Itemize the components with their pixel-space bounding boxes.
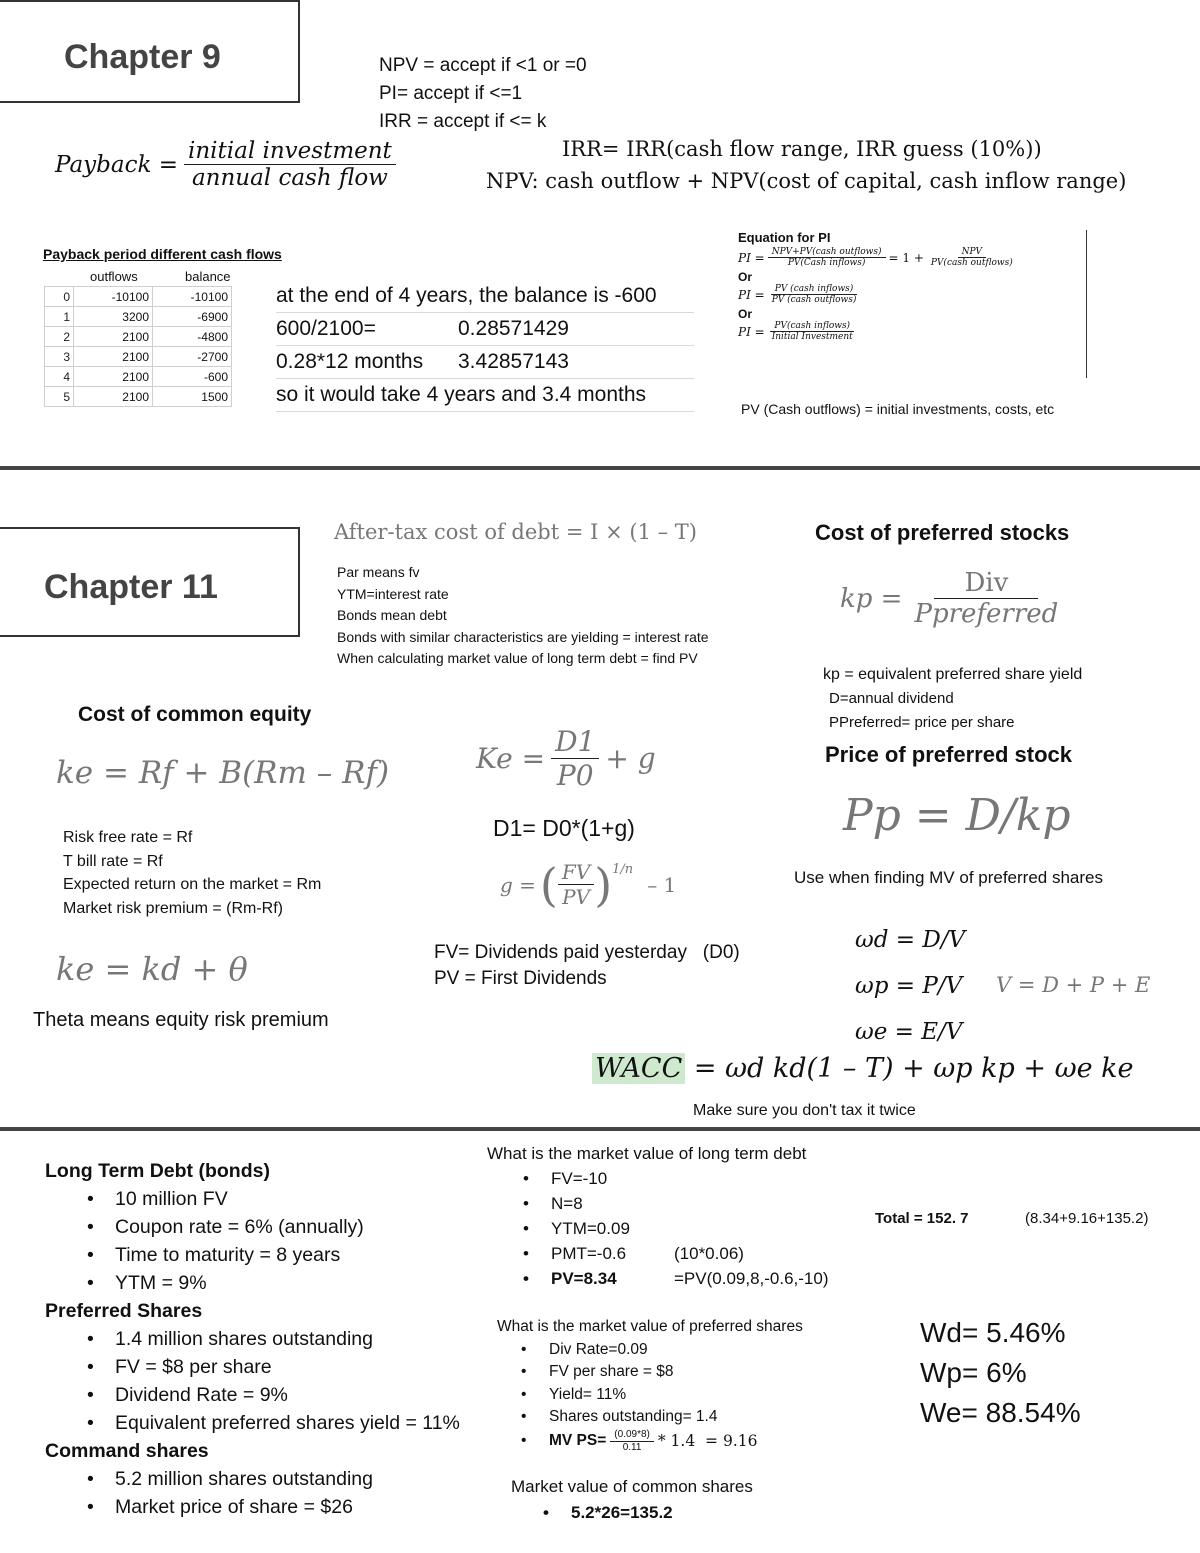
row-index: 0 <box>45 287 74 307</box>
theta-note: Theta means equity risk premium <box>33 1009 329 1031</box>
pi-formula-2 <box>738 284 1086 305</box>
g-lhs: g = <box>500 872 536 897</box>
list-item: • 1.4 million shares outstanding <box>115 1325 460 1353</box>
note-value: 3.42857143 <box>458 350 569 373</box>
right-paren: ) <box>594 857 613 912</box>
payback-numerator: initial investment <box>184 138 396 165</box>
growth-formula <box>500 857 677 912</box>
list-item: • Time to maturity = 8 years <box>115 1241 460 1269</box>
capm-defs <box>63 826 321 920</box>
cell-balance: -2700 <box>153 347 232 367</box>
mv-common-title: Market value of common shares <box>511 1477 753 1496</box>
cell-balance: -600 <box>153 367 232 387</box>
weights-results <box>920 1313 1081 1433</box>
note-text: 600/2100= <box>276 317 376 340</box>
common-list <box>45 1465 460 1521</box>
cell-balance: -10100 <box>153 287 232 307</box>
wacc-formula <box>592 1053 1134 1084</box>
list-item <box>551 1241 829 1266</box>
example-inputs <box>45 1157 460 1521</box>
pv-note: =PV(0.09,8,-0.6,-10) <box>674 1269 829 1288</box>
table-row <box>45 287 232 307</box>
pi-lhs: PI = <box>738 250 765 265</box>
list-item: • YTM=0.09 <box>551 1216 829 1241</box>
row-index: 2 <box>45 327 74 347</box>
payback-lhs: Payback = <box>55 151 178 178</box>
pi-lhs: PI = <box>738 324 765 339</box>
mv-debt-title: What is the market value of long term debt <box>487 1144 807 1163</box>
pi-denominator: Initial Investment <box>771 332 853 342</box>
irr-rule: IRR = accept if <= k <box>379 111 547 132</box>
pi-numerator: NPV <box>958 247 986 258</box>
kp-lhs: kp = <box>840 583 903 614</box>
cell-outflow: 2100 <box>74 387 153 407</box>
we-result: We= 88.54% <box>920 1397 1081 1428</box>
pi-rule: PI= accept if <=1 <box>379 83 523 104</box>
npv-excel-formula: NPV: cash outflow + NPV(cost of capital, cash inflow range) <box>486 169 1127 193</box>
cell-balance: -6900 <box>153 307 232 327</box>
row-index: 5 <box>45 387 74 407</box>
list-item: • 5.2 million shares outstanding <box>115 1465 460 1493</box>
list-item <box>549 1429 803 1454</box>
pi-fraction-2 <box>768 284 861 305</box>
row-index: 1 <box>45 307 74 327</box>
mv-preferred-list <box>497 1339 803 1454</box>
mv-ps-label: • MV PS= <box>549 1431 607 1449</box>
debt-note: Bonds with similar characteristics are yielding = interest rate <box>337 628 709 645</box>
payback-table-headers <box>90 269 270 284</box>
payback-table <box>44 286 232 407</box>
mv-ps-fraction <box>610 1429 654 1454</box>
list-item: • Div Rate=0.09 <box>549 1339 803 1362</box>
total-value-formula: V = D + P + E <box>996 973 1151 997</box>
list-item: • Dividend Rate = 9% <box>115 1381 460 1409</box>
pi-or: Or <box>738 270 753 284</box>
capm-def: Market risk premium = (Rm-Rf) <box>63 899 284 917</box>
wacc-note: Make sure you don't tax it twice <box>693 1102 916 1119</box>
cell-outflow: 2100 <box>74 367 153 387</box>
weight-formulas <box>855 917 965 1055</box>
preferred-list <box>45 1325 460 1437</box>
d1-formula: D1= D0*(1+g) <box>493 815 635 841</box>
wacc-rhs: = ωd kd(1 – T) + ωp kp + ωe ke <box>693 1053 1134 1084</box>
pi-title: Equation for PI <box>738 230 831 245</box>
kp-numerator: Div <box>934 568 1038 599</box>
note-row <box>276 346 694 379</box>
weight-debt: ωd = D/V <box>855 927 966 953</box>
pv-outflows-note: PV (Cash outflows) = initial investments, costs, etc <box>741 401 1055 417</box>
note-row <box>276 280 694 313</box>
pi-denominator: PV(cash outflows) <box>930 258 1013 268</box>
note-text: 0.28*12 months <box>276 350 424 373</box>
pi-denominator: PV(Cash inflows) <box>787 258 866 268</box>
pmt-value: PMT=-0.6 <box>551 1244 627 1263</box>
preferred-use-note: Use when finding MV of preferred shares <box>794 868 1103 887</box>
payback-notes <box>276 280 694 412</box>
mv-debt-block <box>487 1141 829 1291</box>
debt-note: Par means fv <box>337 564 420 580</box>
g-fraction <box>558 860 594 909</box>
pv-value: PV=8.34 <box>551 1269 617 1288</box>
section-divider <box>0 466 1200 470</box>
capm-def: Expected return on the market = Rm <box>63 876 322 893</box>
after-tax-cost-of-debt: After-tax cost of debt = I × (1 – T) <box>334 520 697 544</box>
list-item: • 10 million FV <box>115 1185 460 1213</box>
cell-outflow: 2100 <box>74 347 153 367</box>
payback-fraction <box>184 138 396 191</box>
mv-ps-rest: * 1.4 = 9.16 <box>657 1431 758 1450</box>
npv-rule: NPV = accept if <1 or =0 <box>379 55 587 76</box>
pi-lhs: PI = <box>738 287 765 302</box>
row-index: 4 <box>45 367 74 387</box>
debt-note: Bonds mean debt <box>337 607 447 623</box>
debt-note: When calculating market value of long term debt = find PV <box>337 650 698 666</box>
list-item: • Equivalent preferred shares yield = 11% <box>115 1409 460 1437</box>
g-numerator: FV <box>558 860 594 885</box>
wacc-label: WACC <box>592 1053 685 1084</box>
preferred-def: D=annual dividend <box>829 690 954 707</box>
list-item: • Shares outstanding= 1.4 <box>549 1406 803 1429</box>
list-item: • 5.2*26=135.2 <box>571 1500 753 1526</box>
pi-fraction-3 <box>768 321 857 342</box>
preferred-shares-heading: Preferred Shares <box>45 1300 203 1322</box>
fv-definition: FV= Dividends paid yesterday (D0) <box>434 942 740 963</box>
irr-excel-formula: IRR= IRR(cash flow range, IRR guess (10%)) <box>562 137 1042 161</box>
payback-table-title: Payback period different cash flows <box>43 246 282 262</box>
wd-result: Wd= 5.46% <box>920 1317 1066 1348</box>
row-index: 3 <box>45 347 74 367</box>
payback-denominator: annual cash flow <box>191 165 388 191</box>
list-item: • YTM = 9% <box>115 1269 460 1297</box>
debt-note: YTM=interest rate <box>337 585 449 602</box>
weight-preferred: ωp = P/V <box>855 973 963 999</box>
note-text: so it would take 4 years and 3.4 months <box>276 383 647 406</box>
long-term-debt-heading: Long Term Debt (bonds) <box>45 1160 270 1182</box>
wp-result: Wp= 6% <box>920 1357 1027 1388</box>
pi-or: Or <box>738 307 753 321</box>
total-value: Total = 152. 7 <box>875 1210 969 1227</box>
list-item <box>551 1266 829 1291</box>
dividend-growth-formula <box>476 725 656 792</box>
cell-outflow: 3200 <box>74 307 153 327</box>
pi-equals-one: = 1 + <box>888 250 924 265</box>
preferred-defs <box>823 663 1082 735</box>
capm-def: Risk free rate = Rf <box>63 829 193 846</box>
ke-fraction <box>551 725 599 792</box>
table-row <box>45 347 232 367</box>
ke-risk-premium-formula: ke = kd + θ <box>56 950 248 988</box>
header-outflows: outflows <box>90 269 138 284</box>
debt-list <box>45 1185 460 1297</box>
left-paren: ( <box>539 857 558 912</box>
g-exponent: 1/n <box>612 862 634 877</box>
note-value: 0.28571429 <box>458 317 569 340</box>
pi-equations <box>738 230 1087 378</box>
cell-outflow: 2100 <box>74 327 153 347</box>
list-item: • Yield= 11% <box>549 1384 803 1407</box>
chapter-9-title: Chapter 9 <box>64 38 221 76</box>
list-item: • FV = $8 per share <box>115 1353 460 1381</box>
cell-outflow: -10100 <box>74 287 153 307</box>
capm-def: T bill rate = Rf <box>63 852 163 870</box>
common-shares-heading: Command shares <box>45 1440 209 1462</box>
ke-numerator: D1 <box>551 725 599 759</box>
preferred-cost-title: Cost of preferred stocks <box>815 520 1070 545</box>
kp-denominator: Ppreferred <box>914 599 1059 629</box>
g-denominator: PV <box>562 885 590 909</box>
total-calc: (8.34+9.16+135.2) <box>1025 1210 1149 1227</box>
pi-denominator: PV (cash outflows) <box>771 295 857 305</box>
note-row <box>276 379 694 412</box>
cell-balance: -4800 <box>153 327 232 347</box>
list-item: • Coupon rate = 6% (annually) <box>115 1213 460 1241</box>
note-row <box>276 313 694 346</box>
preferred-def: kp = equivalent preferred share yield <box>823 666 1083 683</box>
g-rhs: – 1 <box>647 872 677 897</box>
mv-ps-denominator: 0.11 <box>622 1441 642 1453</box>
capm-formula: ke = Rf + B(Rm – Rf) <box>56 755 390 791</box>
table-row <box>45 367 232 387</box>
mv-preferred-block <box>497 1316 803 1454</box>
ke-rhs: + g <box>605 742 656 775</box>
mv-debt-list <box>487 1166 829 1291</box>
pi-numerator: NPV+PV(cash outflows) <box>768 247 886 258</box>
pi-fraction-1b <box>927 247 1017 268</box>
kp-fraction <box>910 568 1062 629</box>
decision-rules <box>379 52 587 136</box>
chapter-11-title: Chapter 11 <box>44 568 218 606</box>
weight-equity: ωe = E/V <box>855 1019 963 1045</box>
header-balance: balance <box>185 269 231 284</box>
list-item: • FV=-10 <box>551 1166 829 1191</box>
list-item: • FV per share = $8 <box>549 1361 803 1384</box>
pi-formula-3 <box>738 321 1086 342</box>
debt-notes <box>337 562 709 670</box>
mv-common-block <box>511 1474 753 1526</box>
pi-fraction-1 <box>768 247 886 268</box>
pmt-note: (10*0.06) <box>674 1244 744 1263</box>
table-row <box>45 327 232 347</box>
common-equity-title: Cost of common equity <box>78 703 312 726</box>
kp-formula <box>840 568 1062 629</box>
cell-balance: 1500 <box>153 387 232 407</box>
table-row <box>45 387 232 407</box>
list-item: • N=8 <box>551 1191 829 1216</box>
preferred-def: PPreferred= price per share <box>829 714 1015 731</box>
section-divider <box>0 1127 1200 1131</box>
mv-preferred-title: What is the market value of preferred shares <box>497 1318 803 1335</box>
pi-formula-1 <box>738 247 1086 268</box>
ke-lhs: Ke = <box>476 742 546 775</box>
ke-denominator: P0 <box>556 759 594 792</box>
note-text: at the end of 4 years, the balance is -600 <box>276 284 657 307</box>
mv-ps-numerator: (0.09*8) <box>610 1429 654 1442</box>
preferred-price-title: Price of preferred stock <box>825 742 1072 767</box>
payback-formula <box>55 138 396 191</box>
mv-common-list <box>511 1500 753 1526</box>
pi-numerator: PV(cash inflows) <box>770 321 854 332</box>
pi-numerator: PV (cash inflows) <box>771 284 858 295</box>
table-row <box>45 307 232 327</box>
list-item: • Market price of share = $26 <box>115 1493 460 1521</box>
preferred-price-formula: Pp = D/kp <box>843 790 1071 841</box>
pv-definition: PV = First Dividends <box>434 968 607 989</box>
